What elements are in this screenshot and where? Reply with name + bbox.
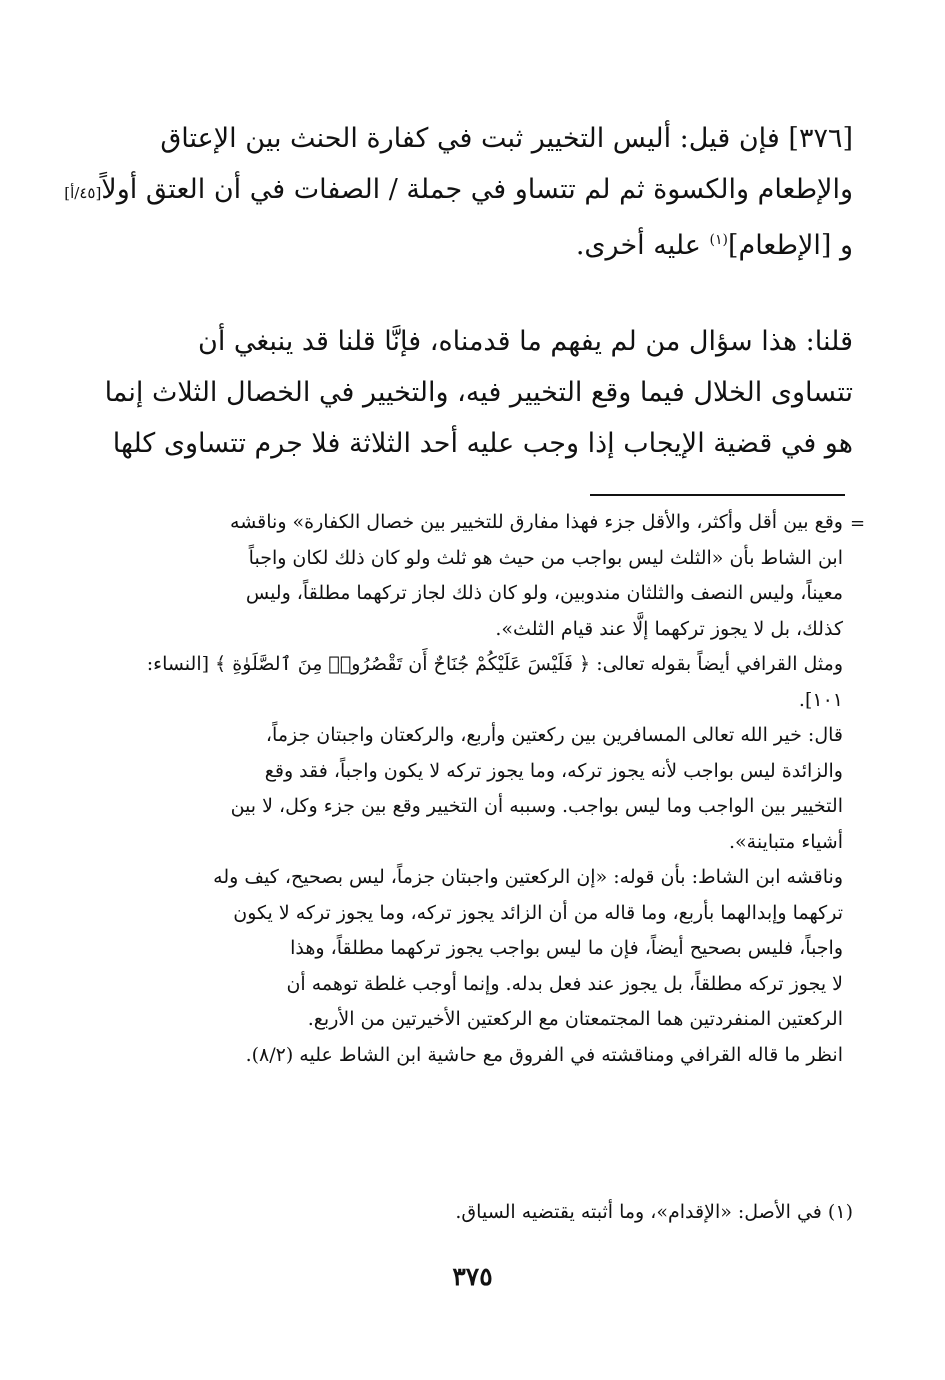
text-line: تتساوى الخلال فيما وقع التخيير فيه، والتخيير في الخصال الثلاث إنما bbox=[104, 377, 853, 408]
footnote-line: ومثل القرافي أيضاً بقوله تعالى: ﴿ فَلَيْسَ عَلَيْكُمْ جُنَاحٌ أَن تَقْصُرُوا۟ مِنَ ٱلصَّلَوٰةِ ﴾ [النساء: bbox=[146, 653, 843, 675]
footnote-line: كذلك، بل لا يجوز تركهما إلَّا عند قيام الثلث». bbox=[495, 617, 843, 640]
footnote-continued bbox=[98, 505, 843, 1073]
paragraph-376 bbox=[64, 113, 853, 266]
footnote-line: انظر ما قاله القرافي ومناقشته في الفروق مع حاشية ابن الشاط عليه (٨/٢). bbox=[245, 1043, 843, 1066]
text-line: هو في قضية الإيجاب إذا وجب عليه أحد الثلاثة فلا جرم تتساوى كلها bbox=[112, 428, 853, 459]
footnote-line: التخيير بين الواجب وما ليس بواجب. وسببه أن التخيير وقع بين جزء وكل، لا بين bbox=[230, 795, 843, 817]
text-segment: و [الإطعام] bbox=[727, 230, 853, 261]
footnote-line: ابن الشاط بأن «الثلث ليس بواجب من حيث هو ثلث ولو كان ذلك لكان واجباً bbox=[248, 546, 843, 569]
footnote-line: وقع بين أقل وأكثر، والأقل جزء فهذا مفارق للتخيير بين خصال الكفارة» وناقشه bbox=[230, 511, 843, 533]
footnote-line: الركعتين المنفردتين هما المجتمعتان مع الركعتين الأخيرتين من الأربع. bbox=[307, 1008, 843, 1030]
paragraph-answer bbox=[96, 316, 853, 469]
footnote-line: أشياء متباينة». bbox=[729, 830, 843, 853]
footnote-line: وناقشه ابن الشاط: بأن قوله: «إن الركعتين واجبتان جزماً، ليس بصحيح، كيف وله bbox=[213, 866, 843, 888]
footnote-line: لا يجوز تركه مطلقاً، بل يجوز عند فعل بدله. وإنما أوجب غلطة توهمه أن bbox=[286, 972, 843, 995]
footnote-line: ١٠١]. bbox=[798, 688, 843, 711]
text-line: [٣٧٦] فإن قيل: أليس التخيير ثبت في كفارة الحنث بين الإعتاق bbox=[160, 123, 853, 154]
footnote-reference: (١) bbox=[709, 232, 728, 248]
text-line bbox=[64, 164, 853, 215]
text-line: قلنا: هذا سؤال من لم يفهم ما قدمناه، فإنَّا قلنا قد ينبغي أن bbox=[197, 326, 853, 357]
manuscript-folio-marker: [٤٥/أ] bbox=[64, 184, 102, 202]
footnote-continuation-marker: = bbox=[850, 513, 866, 534]
text-segment: عليه أخرى. bbox=[575, 230, 710, 261]
footnote-separator bbox=[590, 494, 845, 496]
footnote-line: قال: خير الله تعالى المسافرين بين ركعتين وأربع، والركعتان واجبتان جزماً، bbox=[265, 724, 843, 746]
footnote-line: تركهما وإبدالهما بأربع، وما قاله من أن الزائد يجوز تركه، وما يجوز تركه لا يكون bbox=[233, 901, 843, 924]
footnote-line: معيناً، وليس النصف والثلثان مندوبين، ولو كان ذلك لجاز تركهما مطلقاً، وليس bbox=[245, 582, 843, 604]
footnote-line: والزائدة ليس بواجب لأنه يجوز تركه، وما يجوز تركه لا يكون واجباً، فقد وقع bbox=[264, 759, 843, 782]
text-segment: والإطعام والكسوة ثم لم تتساو في جملة / الصفات في أن العتق أولاً bbox=[101, 174, 853, 205]
footnote-line: واجباً، فليس بصحيح أيضاً، فإن ما ليس بواجب يجوز تركهما مطلقاً، وهذا bbox=[290, 937, 843, 959]
footnote-1: (١) في الأصل: «الإقدام»، وما أثبته يقتضيه السياق. bbox=[455, 1201, 853, 1223]
page-number: ٣٧٥ bbox=[452, 1262, 493, 1291]
text-line bbox=[102, 215, 853, 266]
